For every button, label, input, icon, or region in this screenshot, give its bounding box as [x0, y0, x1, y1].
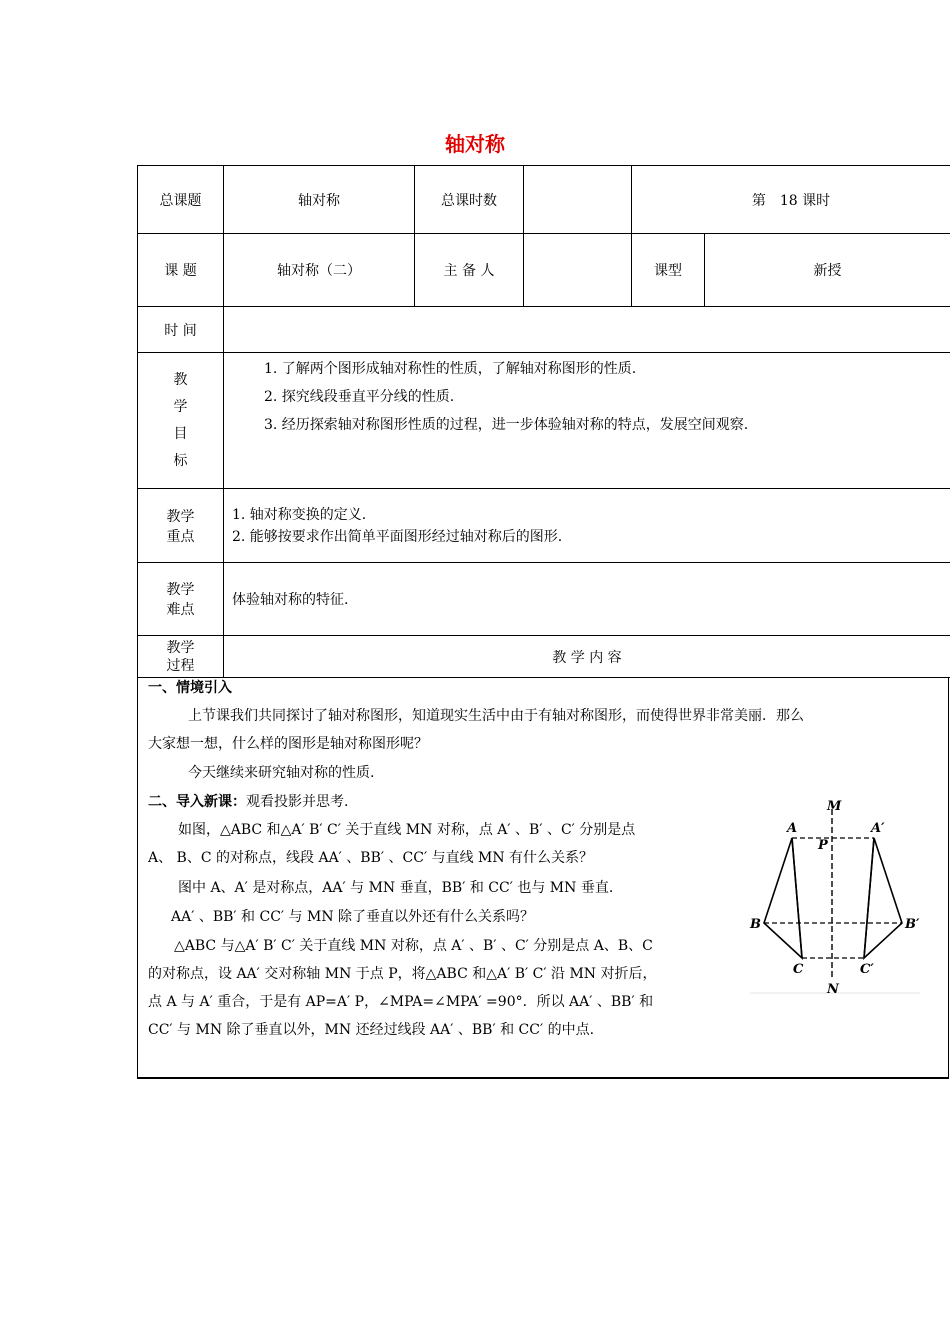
paragraph: 如图，△ABC 和△A′ B′ C′ 关于直线 MN 对称，点 A′ 、B′ 、C′ 分别是点 — [178, 822, 636, 838]
key-point-item: 1. 轴对称变换的定义. — [232, 506, 367, 523]
lead-teacher-value — [524, 234, 632, 307]
label-b-prime: B′ — [905, 917, 920, 932]
label-lesson-type: 课型 — [632, 234, 705, 307]
section-2-heading: 二、导入新课：观看投影并思考. — [148, 794, 349, 810]
content-heading: 教 学 内 容 — [224, 636, 950, 678]
key-point-item: 2. 能够按要求作出简单平面图形经过轴对称后的图形. — [232, 528, 563, 545]
label-time: 时 间 — [138, 307, 224, 353]
label-process: 教学 过程 — [138, 636, 224, 678]
goal-item: 3. 经历探索轴对称图形性质的过程，进一步体验轴对称的特点，发展空间观察. — [264, 417, 749, 433]
lesson-plan-table — [137, 165, 950, 678]
total-topic-value: 轴对称 — [224, 166, 415, 234]
label-a: A — [787, 821, 798, 836]
paragraph: 今天继续来研究轴对称的性质. — [188, 765, 375, 781]
label-n: N — [827, 982, 839, 997]
paragraph: 大家想一想，什么样的图形是轴对称图形呢？ — [148, 736, 428, 752]
paragraph: △ABC 与△A′ B′ C′ 关于直线 MN 对称，点 A′ 、B′ 、C′ 分别是点 A、B、C — [174, 938, 653, 954]
label-p: P — [818, 838, 828, 853]
label-topic: 课 题 — [138, 234, 224, 307]
label-c: C — [793, 962, 804, 977]
edge-ac-prime — [864, 838, 874, 958]
label-b: B — [750, 917, 761, 932]
label-difficulty: 教学 难点 — [138, 563, 224, 636]
paragraph: 点 A 与 A′ 重合，于是有 AP=A′ P，∠MPA=∠MPA′ =90°．所以 AA′ 、BB′ 和 — [148, 994, 654, 1010]
goals-list — [224, 353, 950, 489]
label-goals: 教 学 目 标 — [138, 353, 224, 489]
lesson-type-value: 新授 — [705, 234, 950, 307]
paragraph: 图中 A、A′ 是对称点，AA′ 与 MN 垂直，BB′ 和 CC′ 也与 MN 垂直. — [178, 880, 614, 896]
paragraph: 的对称点，设 AA′ 交对称轴 MN 于点 P，将△ABC 和△A′ B′ C′ 沿 MN 对折后， — [148, 966, 657, 982]
symmetry-figure — [740, 795, 925, 1000]
label-lead-teacher: 主 备 人 — [415, 234, 524, 307]
label-a-prime: A′ — [871, 821, 885, 836]
goal-item: 2. 探究线段垂直平分线的性质. — [264, 389, 455, 405]
label-total-hours: 总课时数 — [415, 166, 524, 234]
topic-value: 轴对称（二） — [224, 234, 415, 307]
section-1-heading: 一、情境引入 — [148, 680, 232, 696]
difficulty-text: 体验轴对称的特征. — [224, 563, 950, 636]
lesson-number: 第 18 课时 — [632, 166, 950, 234]
key-points — [224, 489, 950, 563]
paragraph: A、 B、C 的对称点，线段 AA′ 、BB′ 、CC′ 与直线 MN 有什么关系？ — [148, 850, 594, 866]
edge-ac — [792, 838, 802, 958]
paragraph: 上节课我们共同探讨了轴对称图形，知道现实生活中由于有轴对称图形，而使得世界非常美丽．那么 — [188, 708, 804, 724]
label-m: M — [827, 799, 842, 814]
label-c-prime: C′ — [860, 962, 874, 977]
label-key-points: 教学 重点 — [138, 489, 224, 563]
goal-item: 1. 了解两个图形成轴对称性的性质，了解轴对称图形的性质. — [264, 361, 637, 377]
paragraph: AA′ 、BB′ 和 CC′ 与 MN 除了垂直以外还有什么关系吗？ — [171, 909, 535, 925]
total-hours-value — [524, 166, 632, 234]
time-value — [224, 307, 950, 353]
paragraph: CC′ 与 MN 除了垂直以外，MN 还经过线段 AA′ 、BB′ 和 CC′ 的中点. — [148, 1022, 595, 1038]
document-title: 轴对称 — [445, 132, 505, 156]
label-total-topic: 总课题 — [138, 166, 224, 234]
